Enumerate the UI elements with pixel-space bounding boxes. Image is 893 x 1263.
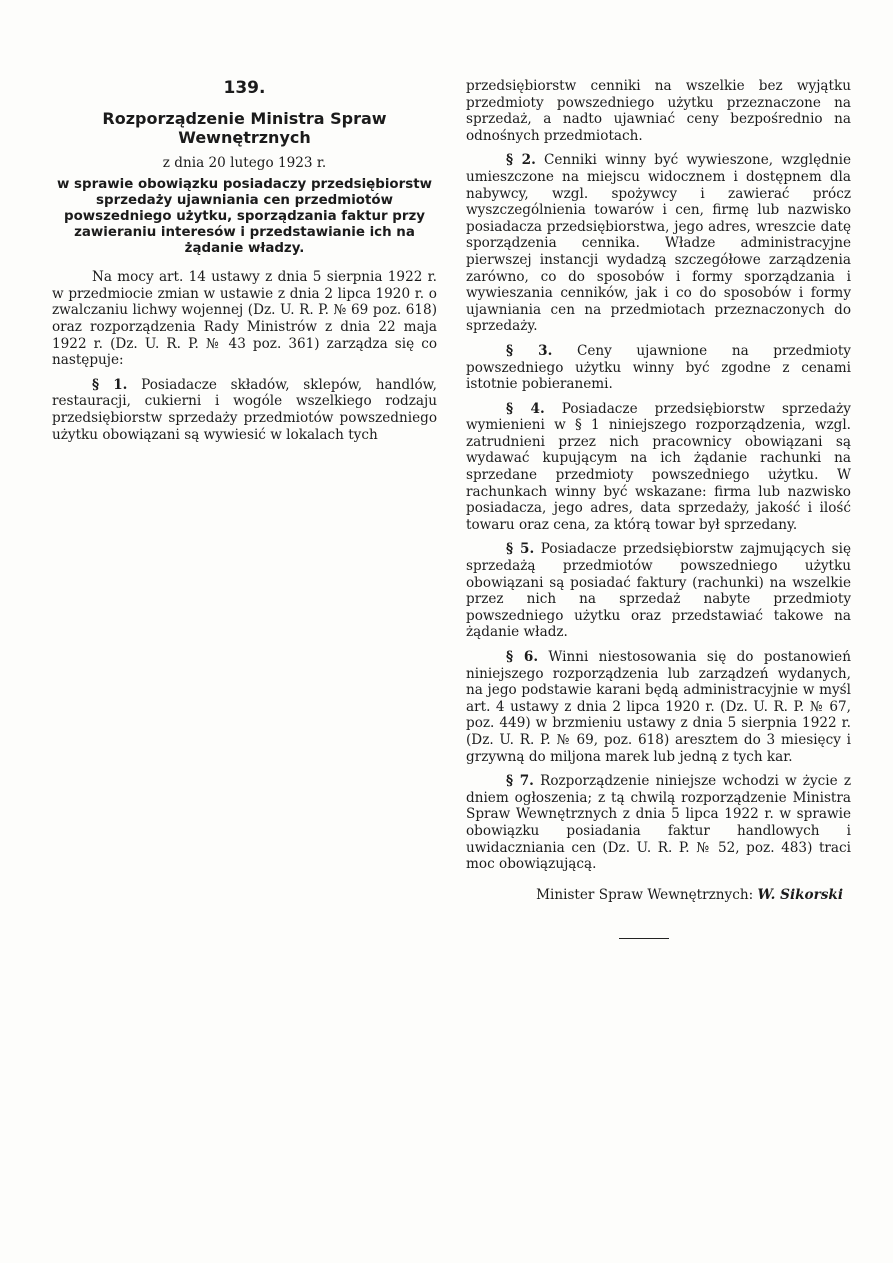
section-1-text: Posiadacze składów, sklepów, handlów, restauracji, cukierni i wogóle wszelkiego rodzaju przedsiębiorstw sprzedaży przedmiotów powszedniego użytku obowiązani są wywiesić w lokalach tych: [52, 376, 437, 443]
signature-label: Minister Spraw Wewnętrznych:: [536, 886, 754, 903]
intro-paragraph: Na mocy art. 14 ustawy z dnia 5 sierpnia 1922 r. w przedmiocie zmian w ustawie z dnia 2 lipca 1920 r. o zwalczaniu lichwy wojennej (Dz. U. R. P. № 69 poz. 618) oraz rozporządzenia Rady Ministrów z dnia 22 maja 1922 r. (Dz. U. R. P. № 43 poz. 361) zarządza się co następuje:: [52, 269, 437, 369]
section-3-text: Ceny ujawnione na przedmioty powszedniego użytku winny być zgodne z cenami istotnie pobieranemi.: [466, 342, 851, 393]
section-3: [466, 343, 851, 393]
section-6-text: Winni niestosowania się do postanowień niniejszego rozporządzenia lub zarządzeń wydanych, na jego podstawie karani będą administracyjnie w myśl art. 4 ustawy z dnia 2 lipca 1920 r. (Dz. U. R. P. № 67, poz. 449) w brzmieniu ustawy z dnia 5 sierpnia 1922 r. (Dz. U. R. P. № 69, poz. 618) aresztem do 3 miesięcy i grzywną do miljona marek lub jedną z tych kar.: [466, 649, 851, 765]
act-subject: w sprawie obowiązku posiadaczy przedsiębiorstw sprzedaży ujawniania cen przedmiotów powszedniego użytku, sporządzania faktur przy zawieraniu interesów i przedstawianie ich na żądanie władzy.: [57, 177, 432, 257]
right-column: [466, 78, 851, 903]
section-6: [466, 649, 851, 765]
act-title: Rozporządzenie Ministra Spraw Wewnętrznych: [102, 108, 387, 147]
section-2: [466, 152, 851, 335]
section-5: [466, 541, 851, 641]
section-2-label: § 2.: [506, 152, 536, 169]
section-3-label: § 3.: [506, 342, 553, 359]
section-4: [466, 401, 851, 534]
closing-rule: [619, 938, 669, 939]
section-7-text: Rozporządzenie niniejsze wchodzi w życie z dniem ogłoszenia; z tą chwilą rozporządzenie Ministra Spraw Wewnętrznych z dnia 5 lipca 1922 r. w sprawie obowiązku posiadania faktur handlowych i uwidaczniania cen (Dz. U. R. P. № 52, poz. 483) traci moc obowiązującą.: [466, 773, 851, 873]
section-5-text: Posiadacze przedsiębiorstw zajmujących się sprzedażą przedmiotów powszedniego użytku obowiązani są posiadać faktury (rachunki) na wszelkie przez nich na sprzedaż nabyte przedmioty powszedniego użytku oraz przedstawiać takowe na żądanie władz.: [466, 541, 851, 641]
section-2-text: Cenniki winny być wywieszone, względnie umieszczone na miejscu widocznem i dostępnem dla nabywcy, wzgl. spożywcy i zawierać prócz wyszczególnienia towarów i cen, firmę lub nazwisko posiadacza przedsiębiorstwa, jego adres, wreszcie datę sporządzenia cennika. Władze administracyjne pierwszej instancji wydadzą szczegółowe zarządzenia zarówno, co do sposobów i formy sporządzania i wywieszania cenników, jak i co do sposobów i formy ujawniania cen na przedmiotach przeznaczonych do sprzedaży.: [466, 152, 851, 335]
signature-name: W. Sikorski: [757, 886, 843, 903]
section-6-label: § 6.: [506, 649, 539, 665]
section-4-label: § 4.: [506, 400, 545, 417]
left-column: [52, 78, 437, 451]
section-4-text: Posiadacze przedsiębiorstw sprzedaży wymienieni w § 1 niniejszego rozporządzenia, wzgl. zatrudnieni przez nich pracownicy obowiązani są wydawać kupującym na ich żądanie rachunki na sprzedane przedmioty powszedniego użytku. W rachunkach winny być wskazane: firma lub nazwisko posiadacza, jego adres, data sprzedaży, jakość i ilość towaru oraz cena, za którą towar był sprzedany.: [466, 400, 851, 533]
section-1-continuation: przedsiębiorstw cenniki na wszelkie bez wyjątku przedmioty powszedniego użytku przeznaczone na sprzedaż, a nadto ujawniać ceny bezpośrednio na odnośnych przedmiotach.: [466, 78, 851, 144]
section-7: [466, 773, 851, 873]
section-7-label: § 7.: [506, 773, 534, 790]
section-1: [52, 377, 437, 443]
section-5-label: § 5.: [506, 541, 535, 558]
act-date: z dnia 20 lutego 1923 r.: [162, 154, 327, 171]
act-number: 139.: [223, 78, 266, 98]
section-1-label: § 1.: [92, 376, 128, 393]
signature: [466, 887, 851, 904]
